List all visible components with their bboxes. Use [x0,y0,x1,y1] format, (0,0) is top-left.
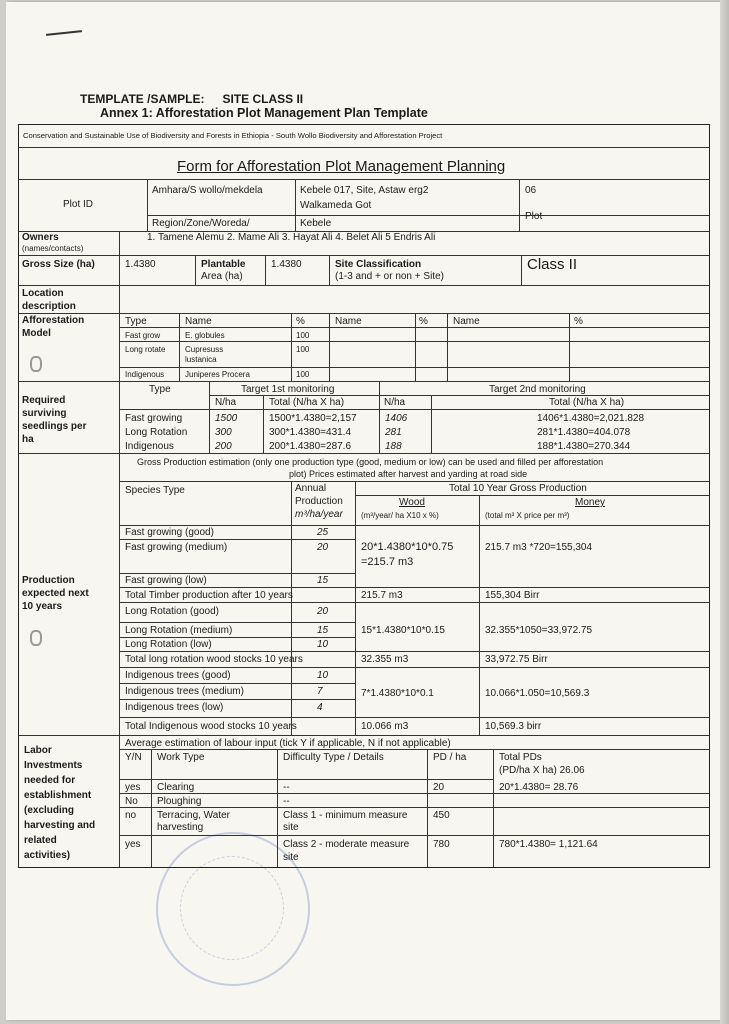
seedling-row-t2: 1406*1.4380=2,021.828 [537,413,645,424]
model-row-name: Juniperes Procera [185,370,250,379]
money-header: Money [575,497,606,508]
gross-size-value: 1.4380 [125,259,156,270]
model-row-pct: 100 [296,331,310,340]
seedling-row-n1: 1500 [215,413,238,424]
production-row-money: 32.355*1050=33,972.75 [485,625,593,636]
seedling-type-header: Type [149,384,171,395]
labor-row-difficulty-2: site [283,822,299,833]
annual-header: Annual [295,483,327,494]
seedling-row-t2: 281*1.4380=404.078 [537,427,631,438]
annual-header-2: Production [295,496,343,507]
annual-header-3: m³/ha/year [295,509,343,520]
seedlings-label: Required [22,395,66,406]
model-pct-header-2: % [419,316,428,327]
production-row-money: 215.7 m3 *720=155,304 [485,542,593,553]
seedlings-label-3: seedlings per [22,421,87,432]
labor-row-total: 780*1.4380= 1,121.64 [499,839,598,850]
production-row-annual: 20 [317,606,329,617]
production-row-annual: 4 [317,702,323,713]
plot-number: 06 [525,185,537,196]
seedling-row-n2: 188 [385,441,402,452]
project-title: Conservation and Sustainable Use of Biodiversity and Forests in Ethiopia - South Wollo Biodiversity and Afforestation Project [23,131,443,140]
labor-row-difficulty: Class 2 - moderate measure [283,839,410,850]
labor-row-yn: no [125,810,137,821]
template-label: TEMPLATE /SAMPLE: [80,92,205,106]
model-name-header-2: Name [335,316,362,327]
page-edge [720,0,729,1024]
production-row-species: Long Rotation (low) [125,639,212,650]
production-note-2: plot) Prices estimated after harvest and yarding at road side [289,469,528,479]
seedling-row-type: Fast growing [125,413,183,424]
n-ha-header: N/ha [215,397,237,408]
seedling-row-type: Long Rotation [125,427,188,438]
production-row-species: Indigenous trees (low) [125,702,224,713]
pd-ha-header: PD / ha [433,752,467,763]
site-class-sub: (1-3 and + or non + Site) [335,271,444,282]
labor-note: Average estimation of labour input (tick Y if applicable, N if not applicable) [125,738,451,749]
total-header: Total (N/ha X ha) [269,397,345,408]
production-row-species: Total Indigenous wood stocks 10 years [125,721,297,732]
n-ha-header-2: N/ha [384,397,406,408]
labor-row-work: Ploughing [157,796,202,807]
money-header-sub: (total m³ X price per m³) [485,511,570,520]
production-row-wood: 32.355 m3 [361,654,409,665]
owners-sub: (names/contacts) [22,244,84,253]
total-header-2: Total (N/ha X ha) [549,397,625,408]
production-row-annual: 25 [317,527,329,538]
labor-row-yn: yes [125,782,141,793]
production-label-3: 10 years [22,601,63,612]
region-value: Amhara/S wollo/mekdela [152,185,263,196]
site-class-value: Class II [527,256,578,273]
labor-row-difficulty: -- [283,782,290,793]
seedling-row-type: Indigenous [125,441,174,452]
labor-row-work: Clearing [157,782,195,793]
labor-label: (excluding [24,805,75,816]
model-row-name: E. globules [185,331,225,340]
plot-label: Plot [525,211,543,222]
wood-header: Wood [399,497,425,508]
plantable-label-2: Area (ha) [201,271,243,282]
production-row-species: Indigenous trees (medium) [125,686,244,697]
production-row-species: Total Timber production after 10 years [125,590,293,601]
model-row-type: Indigenous [125,370,165,379]
production-note: Gross Production estimation (only one production type (good, medium or low) can be used and filled per afforestation [137,457,604,467]
total-pds-header-2: (PD/ha X ha) 26.06 [499,765,585,776]
plot-id-label: Plot ID [63,199,94,210]
production-row-annual: 20 [317,542,329,553]
model-label: Afforestation [22,315,85,326]
production-row-money: 10.066*1.050=10,569.3 [485,688,590,699]
production-row-annual: 7 [317,686,323,697]
model-row-pct: 100 [296,345,310,354]
model-row-type: Fast grow [125,331,161,340]
pen-mark [46,30,82,36]
species-type-header: Species Type [125,485,185,496]
seedling-row-t1: 300*1.4380=431.4 [269,427,352,438]
seedling-row-t2: 188*1.4380=270.344 [537,441,631,452]
production-row-wood: 20*1.4380*10*0.75 [361,541,454,553]
production-row-annual: 15 [317,575,329,586]
production-row-wood-2: =215.7 m3 [361,556,414,568]
model-row-name-2: lustanica [185,355,217,364]
production-row-annual: 15 [317,625,329,636]
production-row-annual: 10 [317,670,329,681]
form-title: Form for Afforestation Plot Management Planning [177,158,506,175]
model-pct-header-3: % [574,316,583,327]
plantable-value: 1.4380 [271,259,302,270]
seedling-row-n2: 1406 [385,413,408,424]
production-row-species: Fast growing (medium) [125,542,228,553]
labor-row-yn: yes [125,839,141,850]
production-row-wood: 215.7 m3 [361,590,403,601]
seedlings-label-4: ha [22,434,34,445]
labor-label: harvesting and [24,820,96,831]
production-row-species: Fast growing (low) [125,575,207,586]
labor-label: needed for [24,775,76,786]
labor-row-work: Terracing, Water [157,810,230,821]
production-row-species: Total long rotation wood stocks 10 years [125,654,303,665]
difficulty-header: Difficulty Type / Details [283,752,384,763]
model-row-type: Long rotate [125,345,166,354]
labor-row-difficulty: Class 1 - minimum measure [283,810,408,821]
site-class-label: SITE CLASS II [222,92,304,106]
labor-label: related [24,835,57,846]
production-row-money: 33,972.75 Birr [485,654,548,665]
labor-label: Investments [24,760,83,771]
management-plan-form [18,124,710,868]
production-row-annual: 10 [317,639,329,650]
gross-production-header: Total 10 Year Gross Production [449,483,587,494]
labor-row-total: 20*1.4380= 28.76 [499,782,579,793]
labor-label: Labor [24,745,52,756]
seedling-row-n1: 200 [215,441,232,452]
labor-label: establishment [24,790,92,801]
model-row-pct: 100 [296,370,310,379]
labor-row-pd: 20 [433,782,445,793]
production-row-species: Long Rotation (medium) [125,625,233,636]
kebele-label: Kebele [300,218,332,229]
production-row-species: Long Rotation (good) [125,606,219,617]
production-row-wood: 10.066 m3 [361,721,409,732]
region-label: Region/Zone/Woreda/ [152,218,250,229]
model-type-header: Type [125,316,147,327]
model-name-header-3: Name [453,316,480,327]
labor-row-pd: 780 [433,839,450,850]
work-type-header: Work Type [157,752,205,763]
gross-size-label: Gross Size (ha) [22,259,95,270]
seedlings-label-2: surviving [22,408,67,419]
production-row-money: 155,304 Birr [485,590,540,601]
model-name-header: Name [185,316,212,327]
model-label-2: Model [22,328,51,339]
production-row-species: Indigenous trees (good) [125,670,231,681]
location-label: Location [22,288,64,299]
production-row-wood: 15*1.4380*10*0.15 [361,625,445,636]
target-2-header: Target 2nd monitoring [489,384,586,395]
production-row-wood: 7*1.4380*10*0.1 [361,688,434,699]
seedling-row-n2: 281 [385,427,402,438]
labor-row-yn: No [125,796,138,807]
total-pds-header: Total PDs [499,752,542,763]
annex-title: Annex 1: Afforestation Plot Management Plan Template [100,106,428,120]
owners-value: 1. Tamene Alemu 2. Mame Ali 3. Hayat Ali 4. Belet Ali 5 Endris Ali [147,232,436,243]
seedling-row-t1: 1500*1.4380=2,157 [269,413,357,424]
model-pct-header: % [296,316,305,327]
yn-header: Y/N [125,752,142,763]
model-row-name: Cupresuss [185,345,224,354]
labor-label: activities) [24,850,71,861]
site-class-label: Site Classification [335,259,422,270]
labor-row-work-2: harvesting [157,822,204,833]
template-heading [80,92,303,106]
seedling-row-t1: 200*1.4380=287.6 [269,441,352,452]
labor-row-difficulty-2: site [283,852,299,863]
production-row-money: 10,569.3 birr [485,721,542,732]
production-label-2: expected next [22,588,89,599]
seedling-row-n1: 300 [215,427,232,438]
target-1-header: Target 1st monitoring [241,384,335,395]
location-label-2: description [22,301,76,312]
owners-label: Owners [22,232,59,243]
labor-row-pd: 450 [433,810,450,821]
production-label: Production [22,575,75,586]
plantable-label: Plantable [201,259,246,270]
labor-row-difficulty: -- [283,796,290,807]
kebele-value-2: Walkameda Got [300,200,372,211]
kebele-value: Kebele 017, Site, Astaw erg2 [300,185,429,196]
production-row-species: Fast growing (good) [125,527,214,538]
wood-header-sub: (m³/year/ ha X10 x %) [361,511,439,520]
